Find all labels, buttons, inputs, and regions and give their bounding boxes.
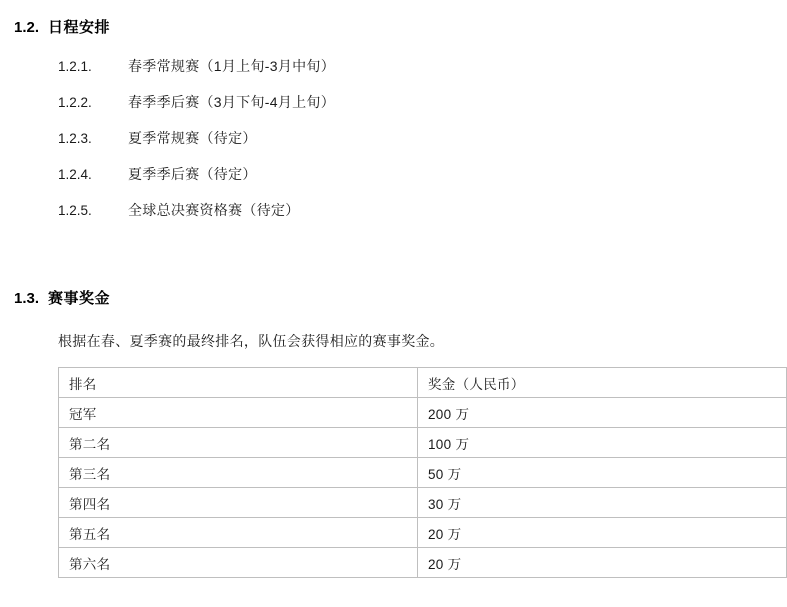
table-row xyxy=(59,488,787,518)
schedule-item-list xyxy=(0,56,335,236)
prize-description-paragraph: 根据在春、夏季赛的最终排名，队伍会获得相应的赛事奖金。 xyxy=(58,333,445,349)
section-heading-prize xyxy=(0,287,110,308)
table-cell-rank: 冠军 xyxy=(59,398,418,428)
table-cell-rank: 第四名 xyxy=(59,488,418,518)
list-item-number: 1.2.1. xyxy=(58,59,92,74)
table-header-row xyxy=(59,368,787,398)
table-cell-prize: 100 万 xyxy=(418,428,787,458)
table-row xyxy=(59,458,787,488)
list-item xyxy=(0,56,335,76)
section-title: 赛事奖金 xyxy=(48,290,111,307)
table-row xyxy=(59,398,787,428)
table-cell-rank: 第六名 xyxy=(59,548,418,578)
table-cell-prize: 30 万 xyxy=(418,488,787,518)
table-row xyxy=(59,518,787,548)
prize-table xyxy=(58,367,787,578)
section-number: 1.2. xyxy=(14,19,40,36)
list-item-label: 夏季季后赛（待定） xyxy=(128,166,257,182)
table-cell-prize: 50 万 xyxy=(418,458,787,488)
table-header-cell: 排名 xyxy=(59,368,418,398)
table-row xyxy=(59,548,787,578)
list-item xyxy=(0,164,335,184)
table-cell-rank: 第二名 xyxy=(59,428,418,458)
list-item xyxy=(0,92,335,112)
section-heading-schedule xyxy=(0,16,110,37)
list-item-number: 1.2.3. xyxy=(58,131,92,146)
section-title: 日程安排 xyxy=(48,19,111,36)
prize-table-container xyxy=(0,367,787,578)
list-item-label: 全球总决赛资格赛（待定） xyxy=(128,202,300,218)
list-item-number: 1.2.2. xyxy=(58,95,92,110)
table-cell-prize: 20 万 xyxy=(418,548,787,578)
list-item-number: 1.2.5. xyxy=(58,203,92,218)
table-cell-prize: 200 万 xyxy=(418,398,787,428)
list-item-label: 春季季后赛（3月下旬-4月上旬） xyxy=(128,94,336,110)
list-item xyxy=(0,200,335,220)
table-cell-prize: 20 万 xyxy=(418,518,787,548)
table-cell-rank: 第五名 xyxy=(59,518,418,548)
table-row xyxy=(59,428,787,458)
list-item-label: 夏季常规赛（待定） xyxy=(128,130,257,146)
list-item-label: 春季常规赛（1月上旬-3月中旬） xyxy=(128,58,336,74)
section-number: 1.3. xyxy=(14,290,40,307)
table-header-cell: 奖金（人民币） xyxy=(418,368,787,398)
list-item-number: 1.2.4. xyxy=(58,167,92,182)
list-item xyxy=(0,128,335,148)
table-cell-rank: 第三名 xyxy=(59,458,418,488)
